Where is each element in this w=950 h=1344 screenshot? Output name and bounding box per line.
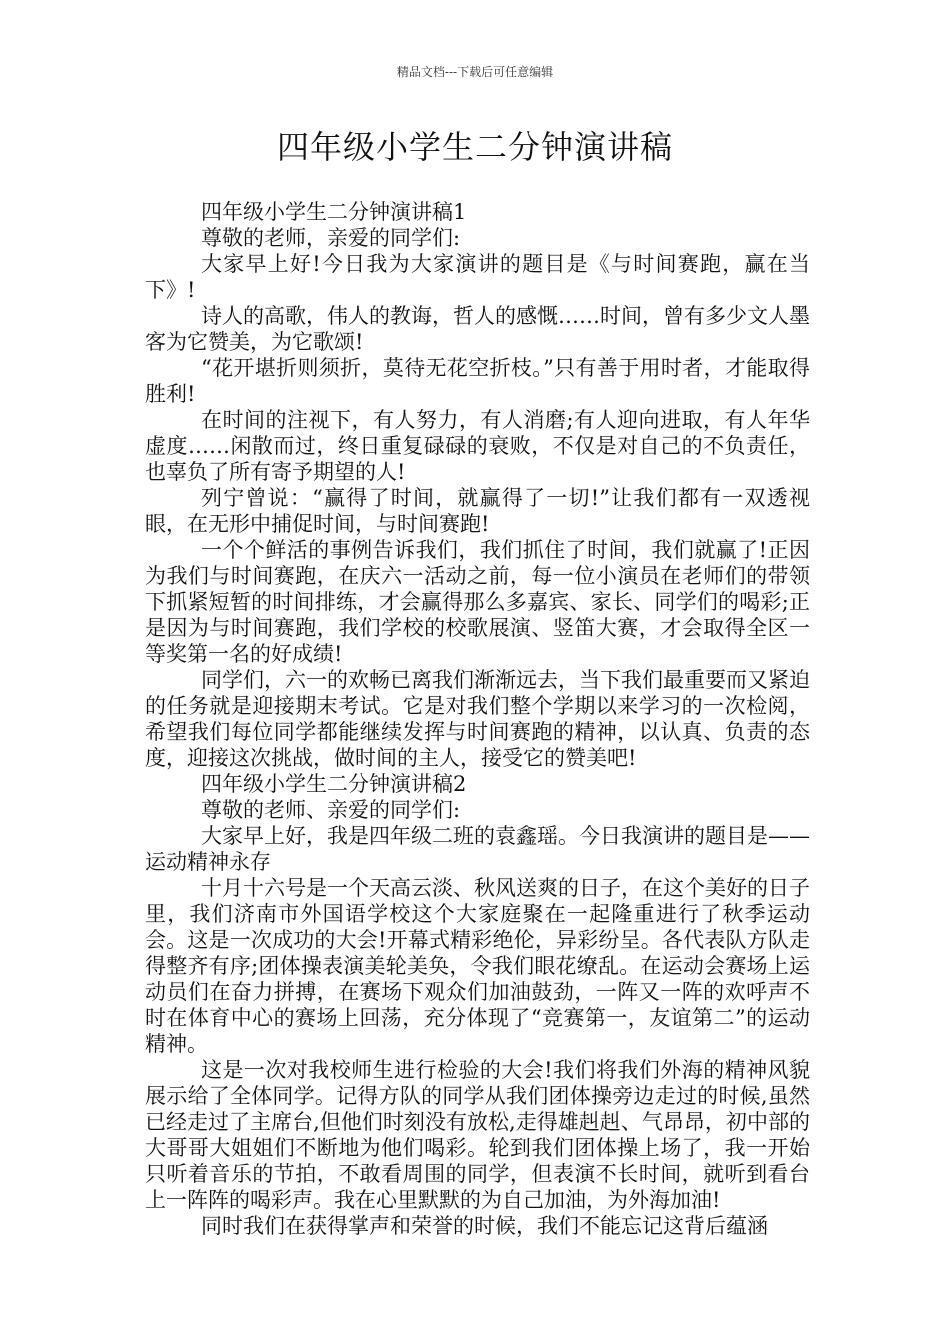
document-title: 四年级小学生二分钟演讲稿 — [276, 128, 673, 166]
paragraph: 四年级小学生二分钟演讲稿2 — [201, 772, 467, 796]
paragraph: 大家早上好，我是四年级二班的袁鑫瑶。今日我演讲的题目是—— 运动精神永存 — [145, 824, 810, 874]
paragraph: 同学们，六一的欢畅已离我们渐渐远去，当下我们最重要而又紧迫的任务就是迎接期末考试。它是对我们整个学期以来学习的一次检阅，希望我们每位同学都能继续发挥与时间赛跑的精神，以认真、负责的态度，迎接这次挑战，做时间的主人，接受它的赞美吧! — [145, 668, 810, 770]
paragraph: 诗人的高歌，伟人的教诲，哲人的感慨……时间，曾有多少文人墨客为它赞美，为它歌颂! — [145, 304, 810, 354]
paragraph: 列宁曾说：“赢得了时间，就赢得了一切!”让我们都有一双透视眼，在无形中捕促时间，与时间赛跑! — [145, 486, 810, 536]
page-header-note: 精品文档---下载后可任意编辑 — [396, 65, 554, 79]
paragraph: 十月十六号是一个天高云淡、秋风送爽的日子，在这个美好的日子里，我们济南市外国语学校这个大家庭聚在一起隆重进行了秋季运动会。这是一次成功的大会!开幕式精彩绝伦，异彩纷呈。各代表队方队走得整齐有序;团体操表演美轮美奂，令我们眼花缭乱。在运动会赛场上运动员们在奋力拼搏，在赛场下观众们加油鼓劲，一阵又一阵的欢呼声不时在体育中心的赛场上回荡，充分体现了“竞赛第一，友谊第二”的运动精神。 — [145, 876, 810, 1056]
document-body — [145, 199, 810, 1239]
paragraph: 同时我们在获得掌声和荣誉的时候，我们不能忘记这背后蕴涵 — [201, 1214, 768, 1238]
paragraph: 尊敬的老师，亲爱的同学们: — [201, 226, 461, 250]
paragraph: “花开堪折则须折，莫待无花空折枝。”只有善于用时者，才能取得胜利! — [145, 356, 810, 406]
paragraph: 在时间的注视下，有人努力，有人消磨;有人迎向进取，有人年华虚度……闲散而过，终日重复碌碌的衰败，不仅是对自己的不负责任，也辜负了所有寄予期望的人! — [145, 408, 810, 484]
paragraph: 这是一次对我校师生进行检验的大会!我们将我们外海的精神风貌展示给了全体同学。记得方队的同学从我们团体操旁边走过的时候,虽然已经走过了主席台,但他们时刻没有放松,走得雄赳赳、气昂昂，初中部的大哥哥大姐姐们不断地为他们喝彩。轮到我们团体操上场了，我一开始只听着音乐的节拍，不敢看周围的同学，但表演不长时间，就听到看台上一阵阵的喝彩声。我在心里默默的为自己加油，为外海加油! — [145, 1058, 810, 1212]
paragraph: 四年级小学生二分钟演讲稿1 — [201, 200, 467, 224]
paragraph: 大家早上好!今日我为大家演讲的题目是《与时间赛跑，赢在当下》! — [145, 252, 810, 302]
paragraph: 一个个鲜活的事例告诉我们，我们抓住了时间，我们就赢了!正因为我们与时间赛跑，在庆六一活动之前，每一位小演员在老师们的带领下抓紧短暂的时间排练，才会赢得那么多嘉宾、家长、同学们的喝彩;正是因为与时间赛跑，我们学校的校歌展演、竖笛大赛，才会取得全区一等奖第一名的好成绩! — [145, 538, 810, 666]
paragraph: 尊敬的老师、亲爱的同学们: — [201, 798, 461, 822]
